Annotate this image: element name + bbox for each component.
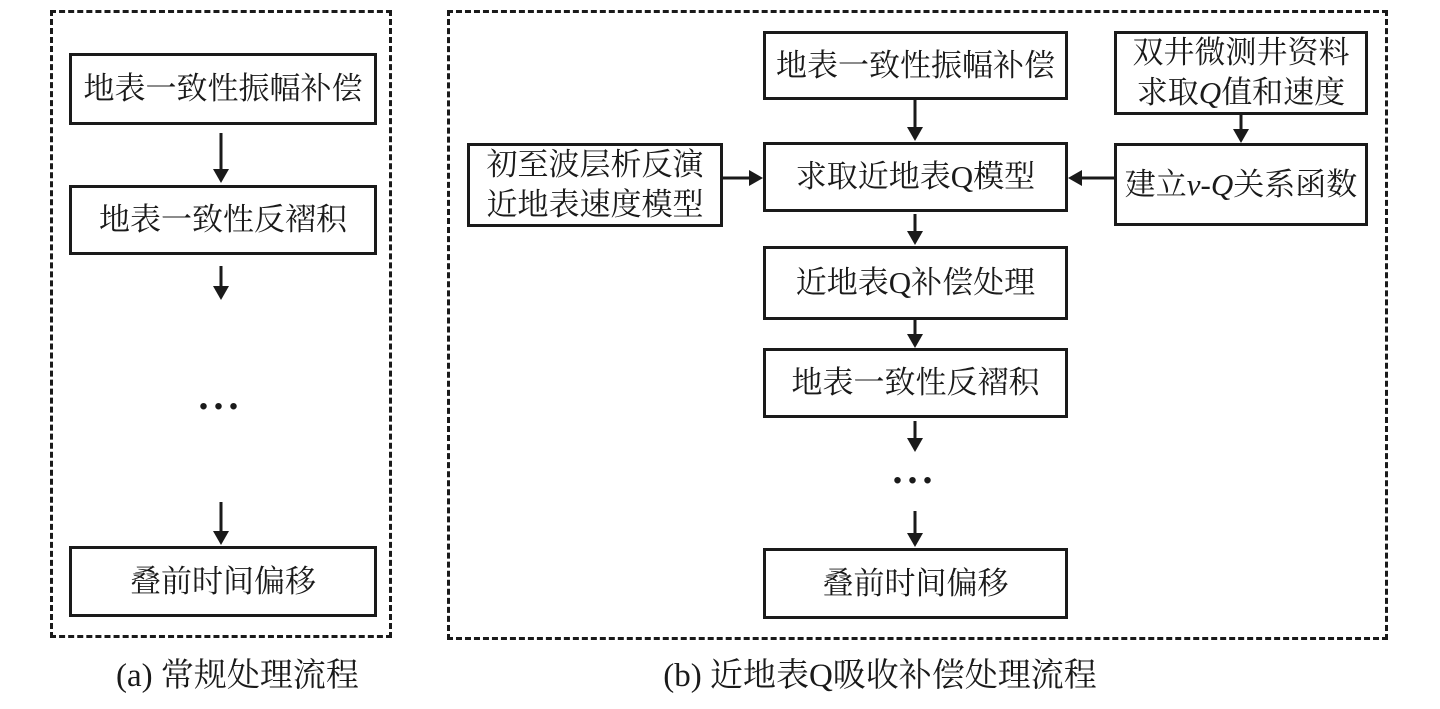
arrow-shaft (1079, 177, 1114, 180)
arrow-head (907, 231, 923, 245)
box-a-prestack-time-migration: 叠前时间偏移 (69, 546, 377, 617)
box-a-surface-consistent-deconvolution: 地表一致性反褶积 (69, 185, 377, 255)
arrow-down-icon (1233, 115, 1249, 143)
ellipsis-b: ... (892, 447, 938, 492)
arrow-down-icon (213, 502, 229, 545)
italic-vq-symbol: v-Q (1186, 166, 1234, 202)
arrow-shaft (220, 502, 223, 534)
italic-q-symbol: Q (1198, 75, 1222, 110)
arrow-head (1233, 129, 1249, 143)
box-a-surface-consistent-amplitude-compensation: 地表一致性振幅补偿 (69, 53, 377, 125)
arrow-down-icon (213, 133, 229, 183)
box-b-v-q-relation-function (1114, 143, 1368, 226)
text-segment: 求取 (1136, 75, 1199, 110)
text-segment: 建立 (1124, 166, 1187, 202)
arrow-down-icon (907, 100, 923, 141)
arrow-head (213, 169, 229, 183)
arrow-head (907, 533, 923, 547)
box-b-surface-consistent-amplitude-compensation: 地表一致性振幅补偿 (763, 31, 1068, 100)
box-b-near-surface-q-model: 求取近地表Q模型 (763, 142, 1068, 212)
arrow-down-icon (907, 214, 923, 245)
box-line-1: 双井微测井资料 (1132, 35, 1350, 70)
box-b-first-break-tomography-velocity-model (467, 143, 723, 227)
arrow-head (907, 334, 923, 348)
arrow-down-icon (213, 266, 229, 300)
box-line-2 (1137, 73, 1345, 113)
arrow-head (907, 127, 923, 141)
arrow-head (749, 170, 763, 186)
box-b-near-surface-q-compensation: 近地表Q补偿处理 (763, 246, 1068, 320)
arrow-shaft (220, 133, 223, 172)
box-line-2: 近地表速度模型 (486, 187, 704, 222)
text-segment: 关系函数 (1233, 166, 1358, 202)
arrow-shaft (723, 177, 752, 180)
box-b-surface-consistent-deconvolution: 地表一致性反褶积 (763, 348, 1068, 418)
arrow-down-icon (907, 320, 923, 348)
box-b-prestack-time-migration: 叠前时间偏移 (763, 548, 1068, 619)
ellipsis-a: ... (198, 373, 244, 418)
caption-a: (a) 常规处理流程 (116, 658, 359, 694)
arrow-right-icon (723, 170, 763, 186)
arrow-head (213, 286, 229, 300)
box-line-1: 初至波层析反演 (486, 147, 704, 182)
arrow-head (1068, 170, 1082, 186)
arrow-head (213, 531, 229, 545)
box-b-uphole-survey-q-and-velocity (1114, 31, 1368, 115)
box-line-1 (1125, 165, 1357, 205)
arrow-shaft (914, 100, 917, 130)
text-segment: 值和速度 (1221, 75, 1346, 110)
caption-b: (b) 近地表Q吸收补偿处理流程 (663, 658, 1097, 694)
arrow-left-icon (1068, 170, 1114, 186)
arrow-down-icon (907, 511, 923, 547)
